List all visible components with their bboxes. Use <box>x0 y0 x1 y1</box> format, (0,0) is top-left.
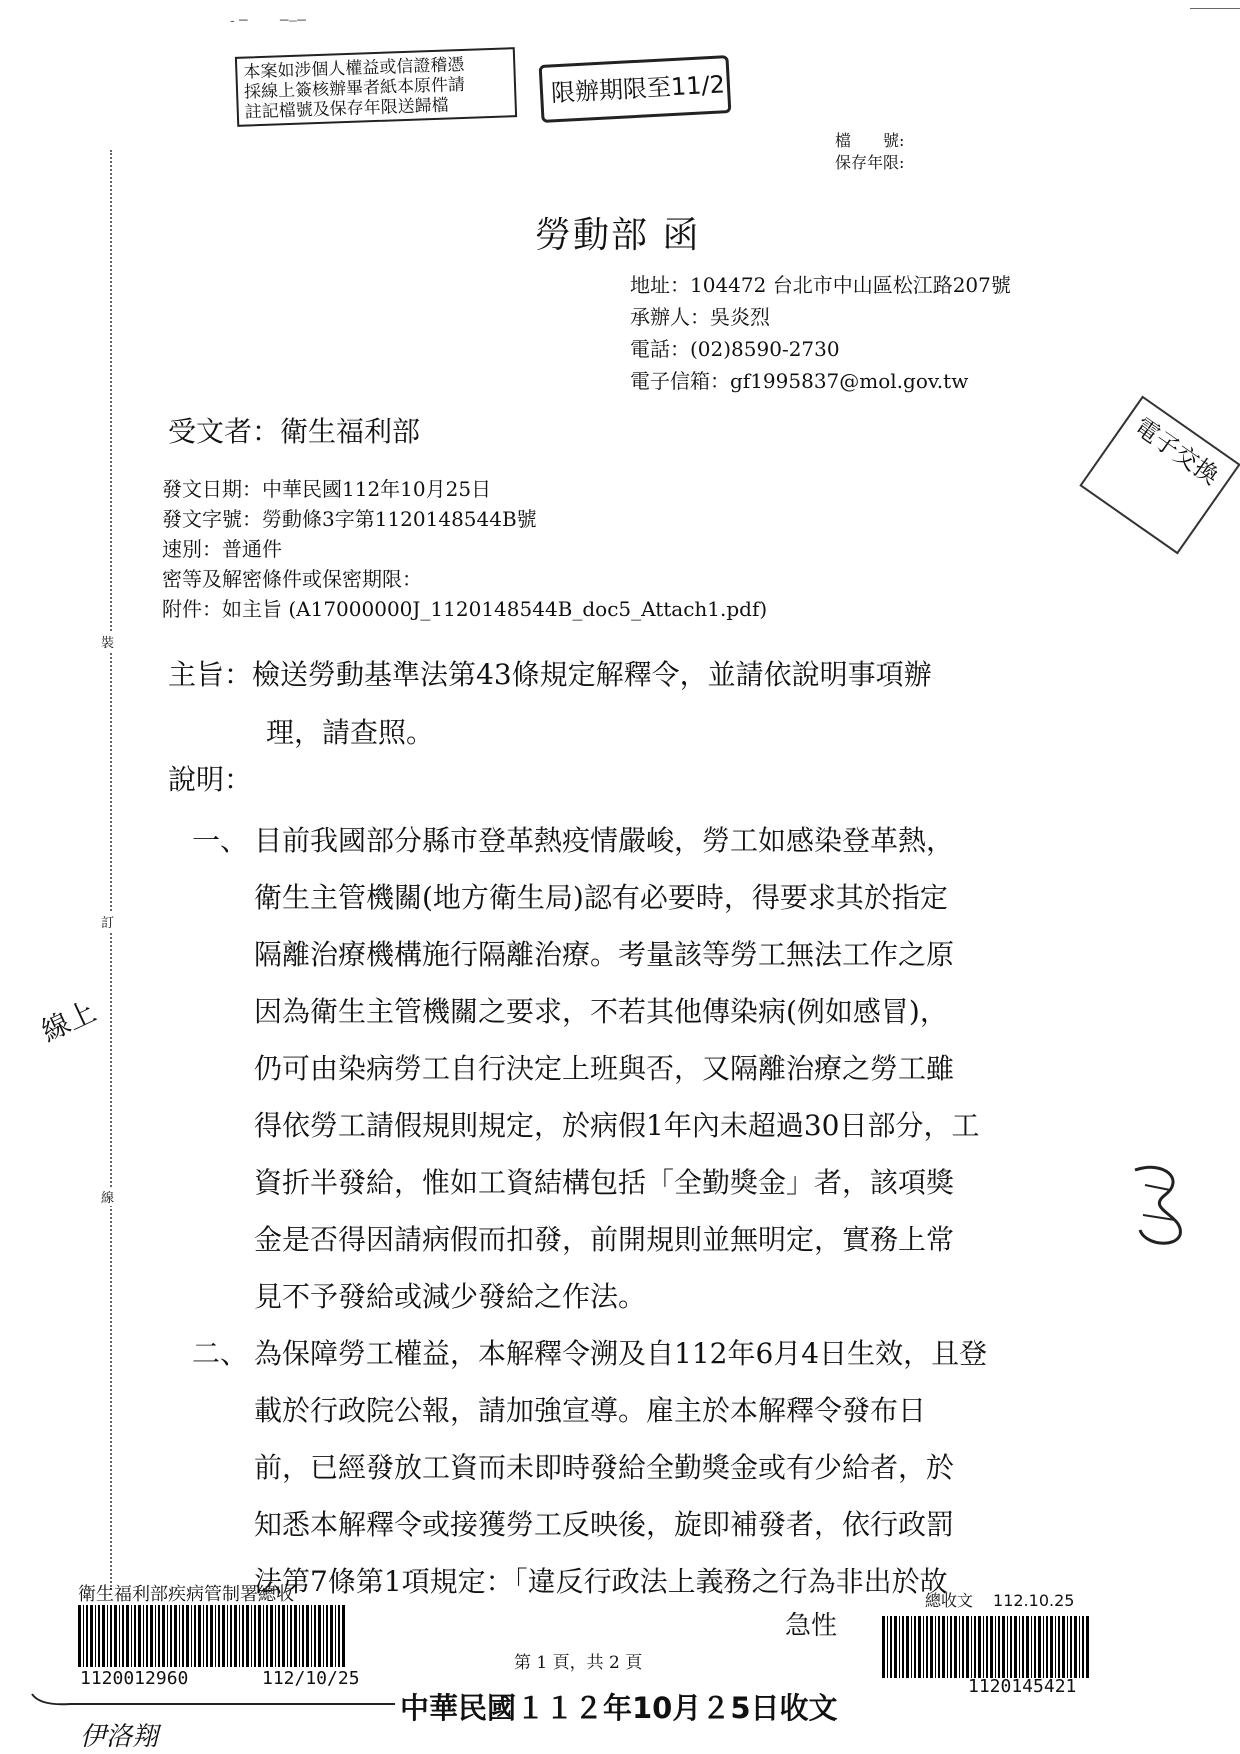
barcode-bar <box>266 1605 268 1667</box>
barcode-bar <box>134 1605 136 1667</box>
barcode-bar <box>270 1605 273 1667</box>
barcode-bar <box>1010 1616 1012 1678</box>
barcode-bar <box>158 1605 160 1667</box>
electronic-exchange-stamp: 電子交換 <box>1079 396 1240 555</box>
sender-email: 電子信箱：gf1995837@mol.gov.tw <box>630 369 969 393</box>
barcode-bar <box>306 1605 309 1667</box>
barcode-bar <box>338 1605 340 1667</box>
barcode-bar <box>1046 1616 1048 1678</box>
barcode-bar <box>167 1605 168 1667</box>
barcode-bar <box>1058 1616 1060 1678</box>
barcode-bar <box>938 1616 940 1678</box>
barcode-bar <box>947 1616 948 1678</box>
barcode-bar <box>83 1605 84 1667</box>
barcode-bar <box>906 1616 909 1678</box>
barcode-bar <box>971 1616 972 1678</box>
barcode-bar <box>275 1605 276 1667</box>
barcode-bar <box>935 1616 936 1678</box>
privacy-stamp-line-3: 註記檔號及保存年限送歸檔 <box>244 95 450 123</box>
barcode-bar <box>122 1605 124 1667</box>
barcode-bar <box>995 1616 996 1678</box>
barcode-bar <box>923 1616 924 1678</box>
barcode-bar <box>102 1605 105 1667</box>
receiver-organization: 衛生福利部疾病管制署總收 <box>78 1584 294 1605</box>
item-1-line-6: 得依勞工請假規則規定，於病假1年內未超過30日部分，工 <box>254 1109 980 1142</box>
barcode-bar <box>1031 1616 1032 1678</box>
item-2-line-3: 前，已經發放工資而未即時發給全勤獎金或有少給者，於 <box>254 1451 955 1484</box>
barcode-bar <box>882 1616 885 1678</box>
barcode-bar <box>98 1605 100 1667</box>
barcode-bar <box>246 1605 249 1667</box>
item-1-line-2: 衛生主管機關(地方衛生局)認有必要時，得要求其於指定 <box>254 881 948 914</box>
subject-line-2: 理，請查照。 <box>266 716 435 749</box>
retention-period-label: 保存年限: <box>835 153 905 172</box>
barcode-bar <box>1079 1616 1080 1678</box>
barcode-bar <box>126 1605 129 1667</box>
file-number-label: 檔 號: <box>835 131 905 150</box>
item-1-line-8: 金是否得因請病假而扣發，前開規則並無明定，實務上常 <box>254 1223 955 1256</box>
barcode-bar <box>902 1616 904 1678</box>
subject-block <box>168 646 1068 762</box>
barcode-bar <box>174 1605 177 1667</box>
barcode-bar <box>1038 1616 1041 1678</box>
item-2-line-4: 知悉本解釋令或接獲勞工反映後，旋即補發者，依行政罰 <box>254 1508 955 1541</box>
secrecy-level: 密等及解密條件或保密期限： <box>162 567 422 591</box>
barcode-bar <box>251 1605 252 1667</box>
total-received-date: 112.10.25 <box>993 1591 1075 1610</box>
barcode-bar <box>143 1605 144 1667</box>
subject-line-1: 主旨：檢送勞動基準法第43條規定解釋令，並請依說明事項辦 <box>168 658 932 691</box>
barcode-bar <box>1026 1616 1029 1678</box>
item-1-line-5: 仍可由染病勞工自行決定上班與否，又隔離治療之勞工雖 <box>254 1052 955 1085</box>
binding-mark-ding: 訂 <box>101 912 114 931</box>
barcode-bar <box>263 1605 264 1667</box>
barcode-bar <box>1062 1616 1065 1678</box>
barcode-bar <box>1034 1616 1036 1678</box>
filing-info <box>835 130 904 174</box>
document-title: 勞動部 函 <box>535 215 701 256</box>
explanation-item-2 <box>192 1325 1092 1610</box>
barcode-bar <box>182 1605 184 1667</box>
barcode-bar <box>239 1605 240 1667</box>
barcode-bar <box>1082 1616 1084 1678</box>
barcode-bar <box>1022 1616 1024 1678</box>
barcode-bar <box>974 1616 976 1678</box>
handwritten-online-mark: 線上 <box>36 994 101 1049</box>
barcode-bar <box>1055 1616 1056 1678</box>
barcode-bar <box>210 1605 213 1667</box>
barcode-bar <box>1050 1616 1053 1678</box>
barcode-bar <box>215 1605 216 1667</box>
sender-contact-block <box>630 269 1011 397</box>
sender-address: 地址：104472 台北市中山區松江路207號 <box>630 273 1011 297</box>
item-1-line-1: 目前我國部分縣市登革熱疫情嚴峻，勞工如感染登革熱， <box>254 824 955 857</box>
barcode-bar <box>887 1616 888 1678</box>
barcode-bar <box>234 1605 237 1667</box>
barcode-bar <box>998 1616 1000 1678</box>
barcode-bar <box>203 1605 204 1667</box>
item-2-line-1: 為保障勞工權益，本解釋令溯及自112年6月4日生效，且登 <box>254 1337 988 1370</box>
barcode-bar <box>335 1605 336 1667</box>
barcode-left <box>78 1605 347 1667</box>
barcode-bar <box>155 1605 156 1667</box>
item-1-line-3: 隔離治療機構施行隔離治療。考量該等勞工無法工作之原 <box>254 938 955 971</box>
binding-mark-zhuang: 裝 <box>101 632 114 651</box>
barcode-bar <box>1007 1616 1008 1678</box>
barcode-bar <box>918 1616 921 1678</box>
barcode-left-number: 1120012960 <box>80 1668 189 1689</box>
handwritten-mark-icon <box>1125 1160 1195 1250</box>
explanation-heading: 說明： <box>168 763 253 796</box>
barcode-bar <box>1002 1616 1005 1678</box>
privacy-filing-stamp <box>235 47 517 127</box>
barcode-bar <box>78 1605 81 1667</box>
barcode-bar <box>326 1605 328 1667</box>
barcode-bar <box>990 1616 993 1678</box>
barcode-bar <box>342 1605 345 1667</box>
document-meta-block <box>162 474 767 624</box>
explanation-item-1 <box>192 812 1092 1325</box>
barcode-bar <box>1067 1616 1068 1678</box>
item-2-line-2: 載於行政院公報，請加強宣導。雇主於本解釋令發布日 <box>254 1394 927 1427</box>
barcode-bar <box>242 1605 244 1667</box>
barcode-bar <box>1086 1616 1089 1678</box>
barcode-bar <box>179 1605 180 1667</box>
barcode-bar <box>930 1616 933 1678</box>
total-received-label: 總收文 <box>925 1591 974 1610</box>
barcode-bar <box>914 1616 916 1678</box>
barcode-bar <box>138 1605 141 1667</box>
barcode-bar <box>978 1616 981 1678</box>
barcode-bar <box>899 1616 900 1678</box>
barcode-bar <box>218 1605 220 1667</box>
barcode-bar <box>942 1616 945 1678</box>
barcode-bar <box>186 1605 189 1667</box>
barcode-bar <box>222 1605 225 1667</box>
barcode-bar <box>1043 1616 1044 1678</box>
barcode-bar <box>162 1605 165 1667</box>
barcode-bar <box>983 1616 984 1678</box>
barcode-bar <box>1019 1616 1020 1678</box>
barcode-bar <box>107 1605 108 1667</box>
top-scan-marks: ‐ ─ ─‒─ <box>230 13 306 29</box>
barcode-bar <box>254 1605 256 1667</box>
privacy-stamp-line-1: 本案如涉個人權益或信證稽憑 <box>243 54 465 83</box>
binding-mark-xian: 線 <box>101 1187 114 1206</box>
recipient-line: 受文者：衛生福利部 <box>168 415 421 448</box>
barcode-bar <box>299 1605 300 1667</box>
barcode-bar <box>86 1605 88 1667</box>
barcode-bar <box>330 1605 333 1667</box>
top-right-scan-line <box>1190 8 1240 9</box>
footer-curve-line <box>30 1690 400 1710</box>
urgent-label: 急性 <box>785 1611 838 1641</box>
delivery-speed: 速別：普通件 <box>162 537 282 561</box>
barcode-bar <box>114 1605 117 1667</box>
barcode-bar <box>206 1605 208 1667</box>
barcode-bar <box>950 1616 952 1678</box>
item-2-line-5: 法第7條第1項規定：「違反行政法上義務之行為非出於故 <box>254 1565 948 1598</box>
barcode-bar <box>959 1616 960 1678</box>
barcode-bar <box>278 1605 280 1667</box>
barcode-bar <box>311 1605 312 1667</box>
privacy-stamp-line-2: 採線上簽核辦畢者紙本原件請 <box>243 74 466 103</box>
deadline-stamp: 限辦期限至11/2 <box>539 55 732 123</box>
sender-handler: 承辦人：吳炎烈 <box>630 305 770 329</box>
barcode-bar <box>986 1616 988 1678</box>
barcode-bar <box>230 1605 232 1667</box>
barcode-bar <box>287 1605 288 1667</box>
document-number: 發文字號：勞動條3字第1120148544B號 <box>162 507 537 531</box>
barcode-bar <box>1070 1616 1072 1678</box>
barcode-bar <box>1014 1616 1017 1678</box>
barcode-bar <box>119 1605 120 1667</box>
item-1-line-4: 因為衛生主管機關之要求，不若其他傳染病(例如感冒)， <box>254 995 948 1028</box>
total-received <box>925 1588 1074 1611</box>
barcode-bar <box>282 1605 285 1667</box>
sender-phone: 電話：(02)8590-2730 <box>630 337 840 361</box>
binding-dotted-line <box>110 150 112 1590</box>
barcode-bar <box>146 1605 148 1667</box>
barcode-bar <box>150 1605 153 1667</box>
barcode-bar <box>258 1605 261 1667</box>
barcode-bar <box>323 1605 324 1667</box>
barcode-bar <box>90 1605 93 1667</box>
barcode-bar <box>911 1616 912 1678</box>
barcode-bar <box>890 1616 892 1678</box>
issue-date: 發文日期：中華民國112年10月25日 <box>162 477 492 501</box>
barcode-bar <box>318 1605 321 1667</box>
barcode-bar <box>227 1605 228 1667</box>
barcode-bar <box>962 1616 964 1678</box>
barcode-bar <box>954 1616 957 1678</box>
barcode-bar <box>926 1616 928 1678</box>
barcode-bar <box>302 1605 304 1667</box>
signature: 伊洛翔 <box>80 1722 159 1752</box>
barcode-right <box>882 1616 1091 1678</box>
page-number: 第 1 頁，共 2 頁 <box>514 1653 643 1673</box>
barcode-bar <box>110 1605 112 1667</box>
barcode-bar <box>894 1616 897 1678</box>
barcode-bar <box>131 1605 132 1667</box>
received-date-stamp: 中華民國１１２年10月２5日收文 <box>400 1691 838 1725</box>
item-1-line-9: 見不予發給或減少發給之作法。 <box>254 1280 647 1313</box>
barcode-bar <box>170 1605 172 1667</box>
barcode-bar <box>1074 1616 1077 1678</box>
barcode-bar <box>194 1605 196 1667</box>
item-number: 一、 <box>192 824 249 857</box>
barcode-bar <box>95 1605 96 1667</box>
barcode-bar <box>966 1616 969 1678</box>
barcode-bar <box>191 1605 192 1667</box>
barcode-right-number: 1120145421 <box>968 1676 1077 1697</box>
barcode-bar <box>294 1605 297 1667</box>
barcode-bar <box>198 1605 201 1667</box>
barcode-bar <box>290 1605 292 1667</box>
item-number: 二、 <box>192 1337 249 1370</box>
barcode-bar <box>314 1605 316 1667</box>
item-1-line-7: 資折半發給，惟如工資結構包括「全勤獎金」者，該項獎 <box>254 1166 955 1199</box>
barcode-left-date: 112/10/25 <box>262 1668 360 1689</box>
attachment-line: 附件：如主旨 (A17000000J_1120148544B_doc5_Attach1.pdf) <box>162 597 768 621</box>
